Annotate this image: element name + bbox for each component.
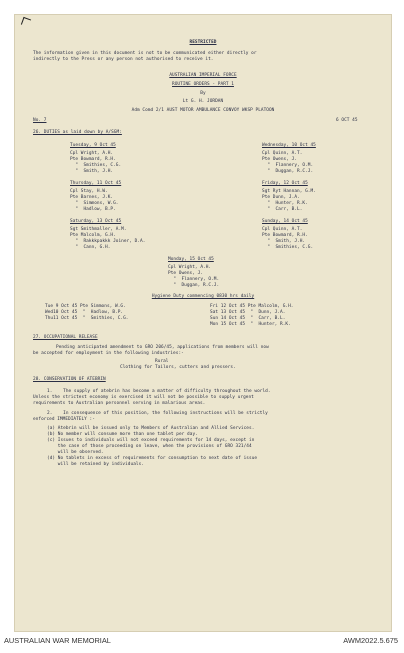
duty-name: Pte Malcolm, G.H. — [70, 233, 116, 238]
duty-day-left-2: Thursday, 11 Oct 45 — [70, 181, 122, 186]
section-28-text: enforced IMMEDIATELY :- — [33, 417, 95, 422]
order-date: 6 OCT 45 — [336, 118, 358, 123]
by-line: By — [200, 91, 206, 96]
instruction-d: (d) No tablets in excess of requirements for consumption to next date of issue — [47, 456, 258, 461]
industry-item: Clothing for Tailors, cutters and pressers. — [120, 365, 236, 370]
duty-name: " Smithies, C.G. — [262, 245, 314, 250]
duty-name: Pte Bowmard, R.H. — [262, 233, 308, 238]
duty-name: " Hadlow, B.P. — [70, 207, 116, 212]
duty-name: Pte Bowmard, R.H. — [70, 157, 116, 162]
duty-name: " Smithies, C.G. — [70, 163, 122, 168]
duty-name: " Duggan, R.C.J. — [168, 283, 220, 288]
hygiene-row: Sat 13 Oct 45 " Dunn, J.A. — [210, 310, 286, 315]
instruction-c: will be observed. — [47, 450, 104, 455]
document-page — [14, 14, 392, 632]
industry-item: Rural — [155, 359, 169, 364]
duty-name: " Cann, G.H. — [70, 245, 111, 250]
duty-name: Cpl Wright, A.H. — [168, 265, 212, 270]
orders-title: ROUTINE ORDERS - PART 1 — [172, 82, 234, 87]
section-28-text: 2. In consequence of this position, the following instructions will be strictly — [47, 411, 268, 416]
caveat-line-1: The information given in this document is not to be communicated either directly or — [33, 51, 257, 56]
caveat-line-2: indirectly to the Press or any person not authorised to receive it. — [33, 57, 214, 62]
duty-name: Pte Owens, J. — [262, 157, 298, 162]
duty-name: Pte Owens, J. — [168, 271, 204, 276]
duty-name: Sgt Ryt Hannan, G.M. — [262, 189, 316, 194]
section-28-text: 1. The supply of atebrin has become a matter of difficulty throughout the world. — [47, 389, 271, 394]
section-28-heading: 28. CONSERVATION OF ATEBRIN — [33, 377, 106, 382]
hygiene-heading: Hygiene Duty commencing 0830 hrs daily — [151, 294, 255, 299]
section-28-text: requirements to Australian personnel serving in malarious areas. — [33, 401, 206, 406]
duty-day-right-3: Sunday, 14 Oct 45 — [262, 219, 308, 224]
hygiene-row: Thu11 Oct 45 " Smithies, C.G. — [45, 316, 129, 321]
instruction-b: (b) No member will consume more than one tablet per day. — [47, 432, 198, 437]
duty-name: " Flannery, O.M. — [168, 277, 220, 282]
instruction-c: the case of those proceeding on leave, when the provisions of GRO 321/44 — [47, 444, 252, 449]
officer-name: Lt G. H. JORDAN — [182, 99, 224, 104]
appointment-line: Adm Comd 2/1 AUST MOTOR AMBULANCE CONVOY WKSP PLATOON — [131, 108, 275, 113]
duty-name: Cpl Quinn, A.T. — [262, 151, 303, 156]
duty-name: Cpl Wright, A.H. — [70, 151, 114, 156]
footer-source: AUSTRALIAN WAR MEMORIAL — [4, 636, 111, 645]
hygiene-row: Fri 12 Oct 45 Pte Malcolm, G.H. — [210, 304, 294, 309]
duty-day-left-1: Tuesday, 9 Oct 45 — [70, 143, 116, 148]
duty-name: Cpl Stay, H.W. — [70, 189, 108, 194]
section-28-text: Unless the strictest economy is exercised it will not be possible to supply urgent — [33, 395, 254, 400]
duty-name: Cpl Quinn, A.T. — [262, 227, 303, 232]
duty-name: " Rakkkpakkk Joiner, D.A. — [70, 239, 146, 244]
duty-name: " Simmons, W.G. — [70, 201, 119, 206]
instruction-c: (c) Issues to individuals will not exceed requirements for 14 days, except in — [47, 438, 255, 443]
section-26-heading: 26. DUTIES as laid down by A/SGM: — [33, 130, 122, 135]
duty-name: Pte Barnes, J.K. — [70, 195, 114, 200]
duty-day-right-2: Friday, 12 Oct 45 — [262, 181, 308, 186]
duty-name: " Flannery, O.M. — [262, 163, 314, 168]
duty-name: " Hunter, R.K. — [262, 201, 308, 206]
footer-accession: AWM2022.5.675 — [343, 636, 398, 645]
order-number: No. 7 — [33, 118, 47, 123]
section-27-text: Pending anticipated amendment to GRO 206/45, applications from members will now — [56, 345, 269, 350]
section-27-heading: 27. OCCUPATIONAL RELEASE — [33, 335, 98, 340]
duty-day-center: Monday, 15 Oct 45 — [168, 257, 214, 262]
instruction-a: (a) Atebrin will be issued only to Members of Australian and Allied Services. — [47, 426, 255, 431]
restricted-heading: RESTRICTED — [189, 40, 217, 45]
duty-name: " Smith, J.H. — [70, 169, 114, 174]
duty-name: Pte Dunn, J.A. — [262, 195, 300, 200]
duty-name: " Carr, B.L. — [262, 207, 303, 212]
hygiene-row: Sun 14 Oct 45 " Carr, B.L. — [210, 316, 286, 321]
force-title: AUSTRALIAN IMPERIAL FORCE — [169, 73, 237, 78]
duty-day-right-1: Wednesday, 10 Oct 45 — [262, 143, 316, 148]
section-27-text: be accepted for employment in the following industries:- — [33, 351, 184, 356]
duty-day-left-3: Saturday, 13 Oct 45 — [70, 219, 122, 224]
duty-name: Sgt Smithmaller, A.M. — [70, 227, 127, 232]
hygiene-row: Mon 15 Oct 45 " Hunter, R.K. — [210, 322, 291, 327]
instruction-d: will be retained by individuals. — [47, 462, 144, 467]
duty-name: " Duggan, R.C.J. — [262, 169, 314, 174]
hygiene-row: Tue 9 Oct 45 Pte Simmons, W.G. — [45, 304, 126, 309]
duty-name: " Smith, J.H. — [262, 239, 306, 244]
hygiene-row: Wed10 Oct 45 " Hadlow, B.P. — [45, 310, 124, 315]
